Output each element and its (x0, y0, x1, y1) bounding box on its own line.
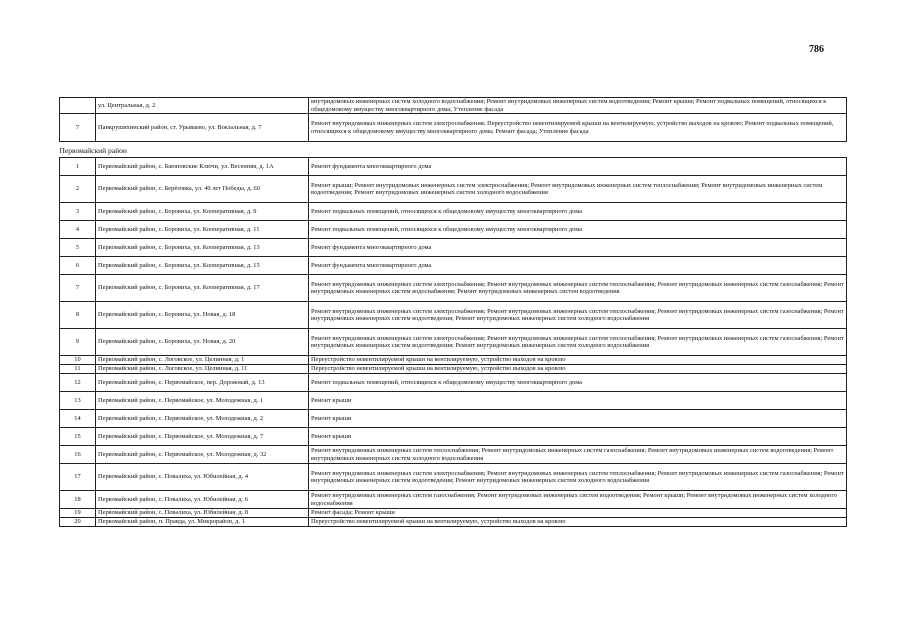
row-address: Первомайский район, с. Баюновские Ключи, ул. Весенняя, д. 1А (96, 158, 309, 176)
table-row (60, 365, 847, 374)
row-works: Переустройство невентилируемой крыши на вентилируемую, устройство выходов на кровлю (309, 518, 847, 527)
table-row (60, 275, 847, 302)
table-row (60, 239, 847, 257)
row-works: Ремонт фундамента многоквартирного дома (309, 257, 847, 275)
row-address: Первомайский район, с. Боровиха, ул. Кооперативная, д. 15 (96, 257, 309, 275)
row-number: 10 (60, 356, 96, 365)
row-works: Ремонт фундамента многоквартирного дома (309, 239, 847, 257)
row-address: Первомайский район, с. Логовское, ул. Целинная, д. 11 (96, 365, 309, 374)
table-row (60, 428, 847, 446)
row-address: Первомайский район, с. Боровиха, ул. Кооперативная, д. 11 (96, 221, 309, 239)
table-row (60, 464, 847, 491)
row-number: 14 (60, 410, 96, 428)
table-row (60, 114, 847, 142)
row-number: 8 (60, 302, 96, 329)
row-works: Ремонт крыши (309, 392, 847, 410)
row-works: Ремонт подвальных помещений, относящихся к общедомовому имуществу многоквартирного дома (309, 221, 847, 239)
row-number: 11 (60, 365, 96, 374)
row-number: 16 (60, 446, 96, 464)
row-number: 18 (60, 491, 96, 509)
table-row (60, 509, 847, 518)
row-address: Первомайский район, с. Боровиха, ул. Кооперативная, д. 9 (96, 203, 309, 221)
table-row (60, 410, 847, 428)
page-number: 786 (809, 44, 824, 55)
table-row (60, 356, 847, 365)
row-address: Панкрушихинский район, ст. Урываево, ул. Вокзальная, д. 7 (96, 114, 309, 142)
row-address: Первомайский район, с. Боровиха, ул. Новая, д. 18 (96, 302, 309, 329)
row-number: 20 (60, 518, 96, 527)
row-works: Ремонт крыши; Ремонт внутридомовых инженерных систем электроснабжения; Ремонт внутридомовых инженерных систем теплоснабжения; Ремонт внутридомовых инженерных систем водоотведения; Ремонт внутридомовых инженерных систем холодного водоснабжения (309, 176, 847, 203)
table-row (60, 203, 847, 221)
row-number: 12 (60, 374, 96, 392)
row-address: Первомайский район, с. Первомайское, ул. Молодежная, д. 32 (96, 446, 309, 464)
row-works: Ремонт внутридомовых инженерных систем электроснабжения; Переустройство невентилируемой крыши на вентилируемую, устройство выходов на кровлю; Ремонт подвальных помещений, относящихся к общедомовому имуществу многоквартирного дома; Ремонт фасада; Утепление фасада (309, 114, 847, 142)
row-number: 1 (60, 158, 96, 176)
row-address: Первомайский район, с. Боровиха, ул. Новая, д. 20 (96, 329, 309, 356)
row-works: Ремонт фундамента многоквартирного дома (309, 158, 847, 176)
row-number: 4 (60, 221, 96, 239)
row-address: Первомайский район, с. Повалиха, ул. Юбилейная, д. 4 (96, 464, 309, 491)
row-number: 9 (60, 329, 96, 356)
row-works: Ремонт фасада; Ремонт крыши (309, 509, 847, 518)
row-works: Переустройство невентилируемой крыши на вентилируемую, устройство выходов на кровлю (309, 365, 847, 374)
row-address: Первомайский район, с. Повалиха, ул. Юбилейная, д. 6 (96, 491, 309, 509)
row-works: Ремонт крыши (309, 428, 847, 446)
table-row (60, 221, 847, 239)
row-address: ул. Центральная, д. 2 (96, 98, 309, 114)
row-number: 6 (60, 257, 96, 275)
table-row (60, 518, 847, 527)
table-row (60, 392, 847, 410)
row-number: 7 (60, 114, 96, 142)
row-works: Ремонт внутридомовых инженерных систем электроснабжения; Ремонт внутридомовых инженерных систем теплоснабжения; Ремонт внутридомовых инженерных систем газоснабжения; Ремонт внутридомовых инженерных систем водоснабжения; Ремонт внутридомовых инженерных систем водоотведения (309, 275, 847, 302)
row-number: 3 (60, 203, 96, 221)
row-works: внутридомовых инженерных систем холодного водоснабжения; Ремонт внутридомовых инженерных систем водоотведения; Ремонт крыши; Ремонт подвальных помещений, относящихся к общедомовому имуществу многоквартирного дома; Утепление фасада (309, 98, 847, 114)
table-body (60, 98, 847, 527)
table-row (60, 257, 847, 275)
row-address: Первомайский район, с. Первомайское, ул. Молодежная, д. 2 (96, 410, 309, 428)
row-address: Первомайский район, с. Первомайское, пер. Дорожный, д. 13 (96, 374, 309, 392)
row-works: Ремонт внутридомовых инженерных систем теплоснабжения; Ремонт внутридомовых инженерных систем газоснабжения; Ремонт внутридомовых инженерных систем водоотведения; Ремонт внутридомовых инженерных систем холодного водоснабжения (309, 446, 847, 464)
row-works: Переустройство невентилируемой крыши на вентилируемую, устройство выходов на кровлю (309, 356, 847, 365)
row-address: Первомайский район, с. Боровиха, ул. Кооперативная, д. 13 (96, 239, 309, 257)
row-number: 2 (60, 176, 96, 203)
row-number: 15 (60, 428, 96, 446)
row-number: 7 (60, 275, 96, 302)
row-works: Ремонт внутридомовых инженерных систем электроснабжения; Ремонт внутридомовых инженерных систем теплоснабжения; Ремонт внутридомовых инженерных систем газоснабжения; Ремонт внутридомовых инженерных систем водоотведения; Ремонт внутридомовых инженерных систем холодного водоснабжения (309, 302, 847, 329)
table-row (60, 176, 847, 203)
table-row (60, 329, 847, 356)
row-address: Первомайский район, с. Повалиха, ул. Юбилейная, д. 8 (96, 509, 309, 518)
row-works: Ремонт внутридомовых инженерных систем электроснабжения; Ремонт внутридомовых инженерных систем теплоснабжения; Ремонт внутридомовых инженерных систем газоснабжения; Ремонт внутридомовых инженерных систем водоотведения; Ремонт внутридомовых инженерных систем холодного водоснабжения (309, 464, 847, 491)
table-row (60, 302, 847, 329)
row-works: Ремонт внутридомовых инженерных систем газоснабжения; Ремонт внутридомовых инженерных систем водоотведения; Ремонт крыши; Ремонт внутридомовых инженерных систем холодного водоснабжения (309, 491, 847, 509)
row-number: 5 (60, 239, 96, 257)
row-number: 13 (60, 392, 96, 410)
row-number: 19 (60, 509, 96, 518)
table-row (60, 374, 847, 392)
row-address: Первомайский район, с. Берёзовка, ул. 40 лет Победы, д. 60 (96, 176, 309, 203)
table-row (60, 446, 847, 464)
row-number (60, 98, 96, 114)
row-works: Ремонт крыши (309, 410, 847, 428)
row-address: Первомайский район, с. Первомайское, ул. Молодежная, д. 1 (96, 392, 309, 410)
row-address: Первомайский район, с. Первомайское, ул. Молодежная, д. 7 (96, 428, 309, 446)
row-address: Первомайский район, п. Правда, ул. Микрорайон, д. 1 (96, 518, 309, 527)
section-row (60, 142, 847, 158)
row-address: Первомайский район, с. Боровиха, ул. Кооперативная, д. 17 (96, 275, 309, 302)
table-row (60, 491, 847, 509)
section-title: Первомайский район (60, 142, 847, 158)
repair-program-table (59, 97, 847, 527)
table-row (60, 98, 847, 114)
row-works: Ремонт внутридомовых инженерных систем электроснабжения; Ремонт внутридомовых инженерных систем теплоснабжения; Ремонт внутридомовых инженерных систем газоснабжения; Ремонт внутридомовых инженерных систем водоотведения; Ремонт внутридомовых инженерных систем холодного водоснабжения (309, 329, 847, 356)
row-number: 17 (60, 464, 96, 491)
row-works: Ремонт подвальных помещений, относящихся к общедомовому имуществу многоквартирного дома (309, 374, 847, 392)
row-works: Ремонт подвальных помещений, относящихся к общедомовому имуществу многоквартирного дома (309, 203, 847, 221)
table-row (60, 158, 847, 176)
row-address: Первомайский район, с. Логовское, ул. Целинная, д. 1 (96, 356, 309, 365)
